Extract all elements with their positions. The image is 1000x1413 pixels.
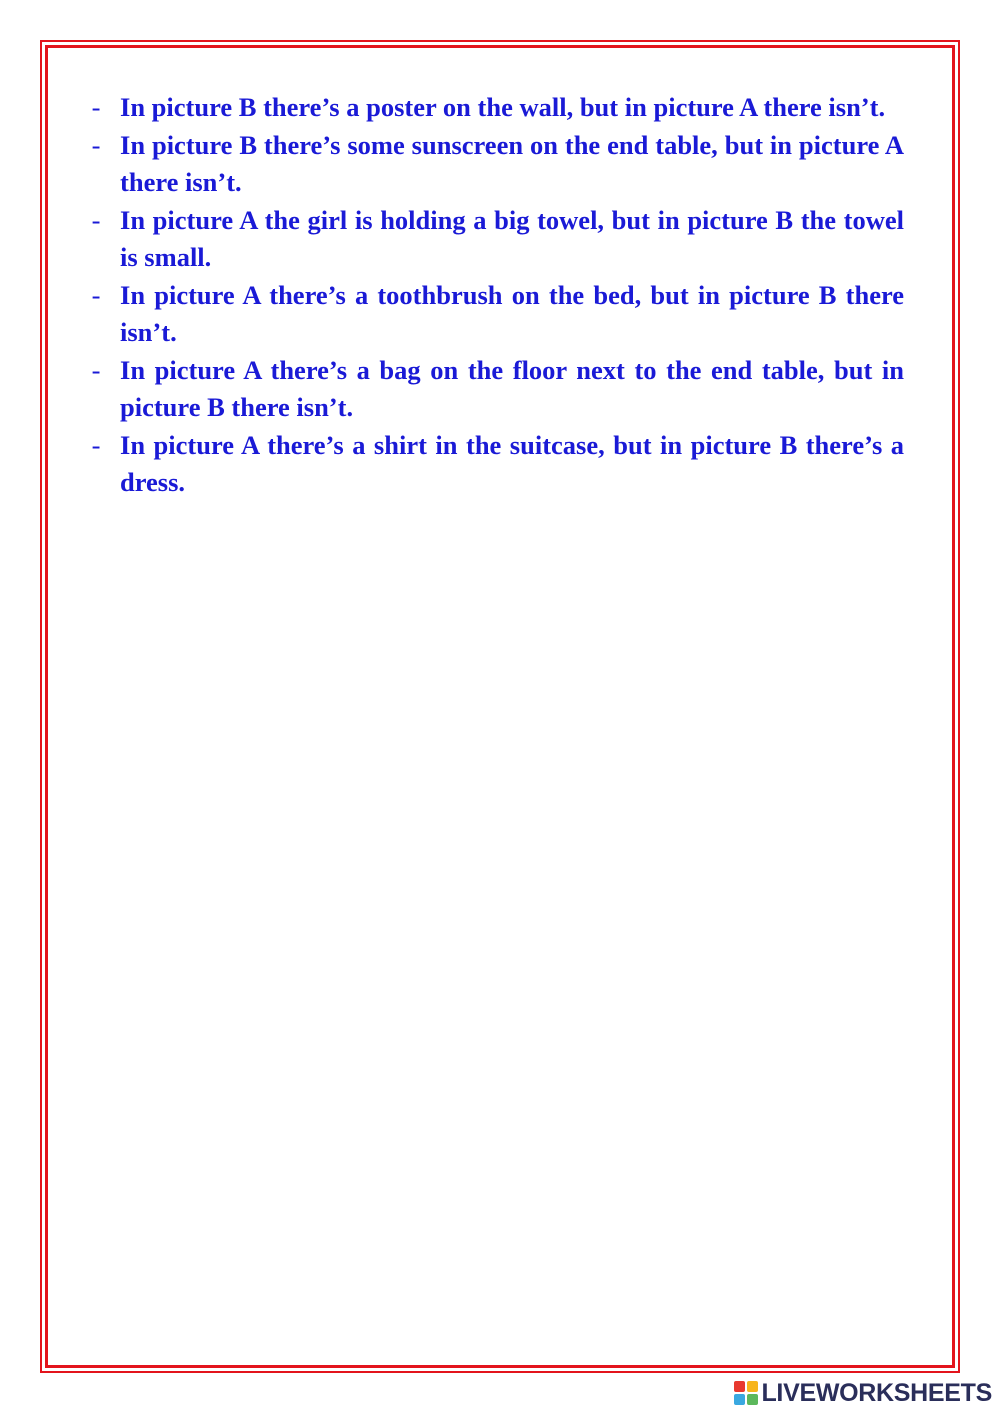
list-dash: - [91, 204, 101, 235]
answer-item [86, 202, 904, 277]
answer-text: In picture A there’s a bag on the floor next to the end table, but in picture B there isn’t. [120, 354, 904, 422]
answer-item [86, 427, 904, 502]
answer-text: In picture A there’s a toothbrush on the bed, but in picture B there isn’t. [120, 279, 904, 347]
list-dash: - [91, 129, 101, 160]
list-dash: - [91, 429, 101, 460]
logo-square-icon [734, 1394, 745, 1405]
answer-text: In picture B there’s a poster on the wall, but in picture A there isn’t. [120, 92, 886, 122]
logo-square-icon [734, 1381, 745, 1392]
answer-list [86, 89, 904, 502]
answer-text: In picture B there’s some sunscreen on the end table, but in picture A there isn’t. [120, 129, 904, 197]
answer-text: In picture A there’s a shirt in the suitcase, but in picture B there’s a dress. [120, 429, 904, 497]
list-dash: - [91, 354, 101, 385]
liveworksheets-icon [734, 1381, 758, 1405]
answer-item [86, 127, 904, 202]
answer-item [86, 277, 904, 352]
logo-text: LIVEWORKSHEETS [761, 1378, 992, 1407]
answer-item [86, 89, 904, 127]
liveworksheets-logo[interactable] [734, 1378, 992, 1408]
logo-square-icon [747, 1381, 758, 1392]
list-dash: - [91, 279, 101, 310]
answer-text: In picture A the girl is holding a big towel, but in picture B the towel is small. [120, 204, 904, 272]
answer-item [86, 352, 904, 427]
list-dash: - [91, 92, 101, 122]
logo-square-icon [747, 1394, 758, 1405]
